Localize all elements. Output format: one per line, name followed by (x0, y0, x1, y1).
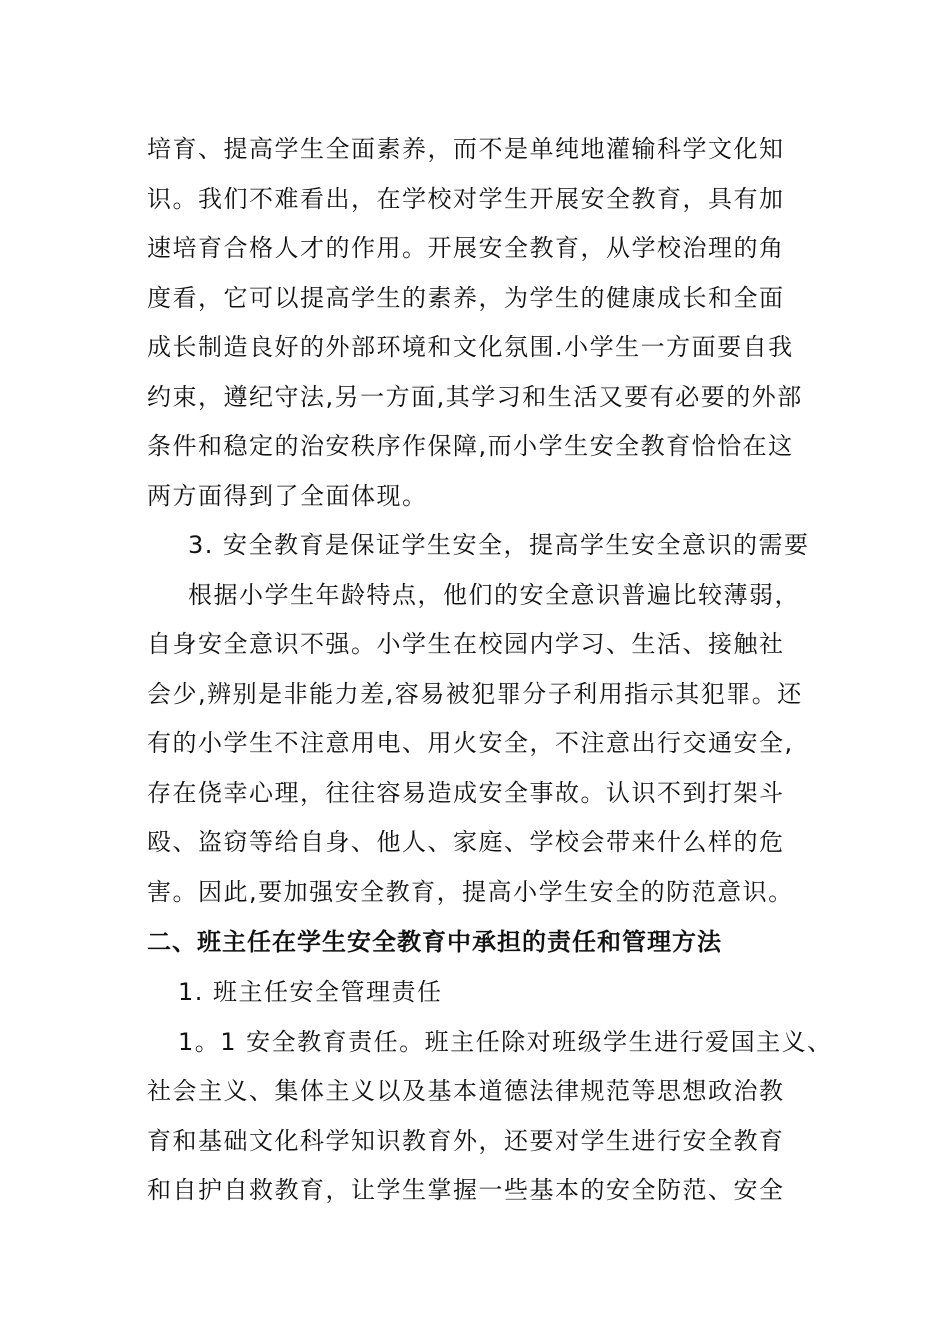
paragraph-line: 和自护自救教育，让学生掌握一些基本的安全防范、安全 (147, 1176, 785, 1204)
section-heading-3: 3. 安全教育是保证学生安全，提高学生安全意识的需要 (188, 531, 810, 559)
paragraph-line: 有的小学生不注意用电、用火安全，不注意出行交通安全, (147, 729, 794, 757)
chapter-heading-2: 二、班主任在学生安全教育中承担的责任和管理方法 (147, 928, 722, 956)
paragraph-line: 条件和稳定的治安秩序作保障,而小学生安全教育恰恰在这 (147, 432, 794, 460)
paragraph-line: 培育、提高学生全面素养，而不是单纯地灌输科学文化知 (147, 135, 785, 163)
paragraph-line: 社会主义、集体主义以及基本道德法律规范等思想政治教 (147, 1077, 785, 1105)
paragraph-line: 会少,辨别是非能力差,容易被犯罪分子利用指示其犯罪。还 (147, 680, 803, 708)
paragraph-line: 识。我们不难看出，在学校对学生开展安全教育，具有加 (147, 185, 785, 213)
subsection-heading-1-1: 1。1 安全教育责任。班主任除对班级学生进行爱国主义、 (178, 1028, 833, 1056)
paragraph-line: 害。因此,要加强安全教育，提高小学生安全的防范意识。 (147, 878, 794, 906)
paragraph-line: 根据小学生年龄特点，他们的安全意识普遍比较薄弱， (188, 581, 800, 609)
paragraph-line: 两方面得到了全面体现。 (147, 482, 428, 510)
paragraph-line: 殴、盗窃等给自身、他人、家庭、学校会带来什么样的危 (147, 828, 785, 856)
paragraph-line: 速培育合格人才的作用。开展安全教育，从学校治理的角 (147, 234, 785, 262)
paragraph-line: 约束，遵纪守法,另一方面,其学习和生活又要有必要的外部 (147, 383, 803, 411)
paragraph-line: 育和基础文化科学知识教育外，还要对学生进行安全教育 (147, 1127, 785, 1155)
paragraph-line: 自身安全意识不强。小学生在校园内学习、生活、接触社 (147, 630, 785, 658)
paragraph-line: 度看，它可以提高学生的素养，为学生的健康成长和全面 (147, 284, 785, 312)
paragraph-line: 存在侥幸心理，往往容易造成安全事故。认识不到打架斗 (147, 779, 785, 807)
paragraph-line: 成长制造良好的外部环境和文化氛围.小学生一方面要自我 (147, 333, 794, 361)
subsection-heading-1: 1. 班主任安全管理责任 (178, 978, 443, 1006)
